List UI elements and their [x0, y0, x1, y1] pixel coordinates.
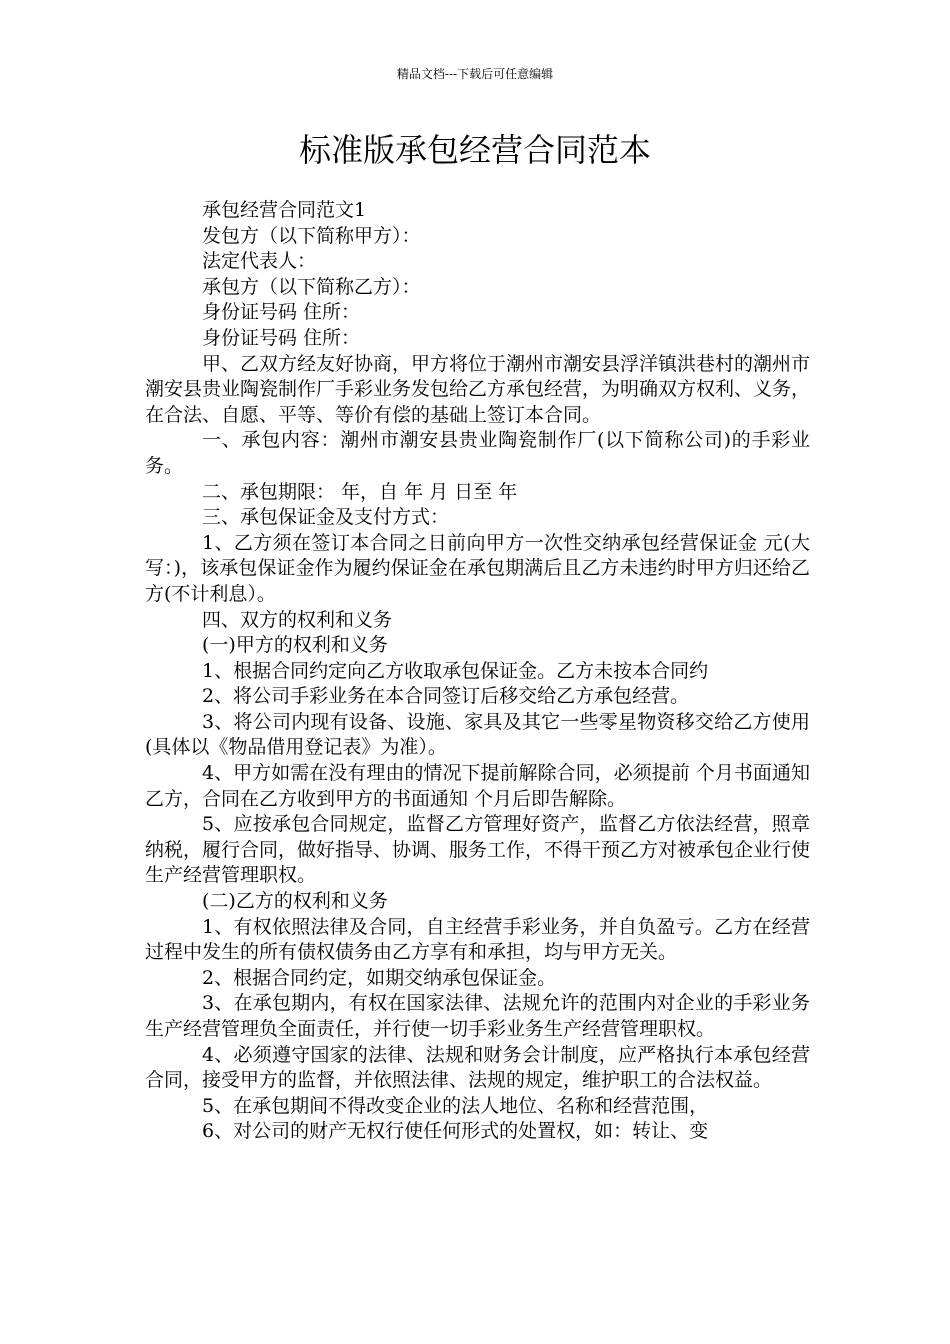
paragraph: 1、有权依照法律及合同，自主经营手彩业务，并自负盈亏。乙方在经营过程中发生的所有债权债务由乙方享有和承担，均与甲方无关。 [145, 915, 810, 964]
paragraph: 四、双方的权利和义务 [202, 608, 393, 631]
paragraph: 5、应按承包合同规定，监督乙方管理好资产，监督乙方依法经营，照章纳税，履行合同，做好指导、协调、服务工作，不得干预乙方对被承包企业行使生产经营管理职权。 [145, 813, 811, 887]
paragraph: 3、在承包期内，有权在国家法律、法规允许的范围内对企业的手彩业务生产经营管理负全面责任，并行使一切手彩业务生产经营管理职权。 [145, 992, 810, 1040]
document-title: 标准版承包经营合同范本 [298, 131, 651, 169]
paragraph: 三、承包保证金及支付方式： [202, 506, 450, 529]
paragraph: 1、乙方须在签订本合同之日前向甲方一次性交纳承包经营保证金 元(大写：)，该承包保证金作为履约保证金在承包期满后且乙方未违约时甲方归还给乙方(不计利息）。 [145, 531, 810, 605]
paragraph: 发包方（以下简称甲方）： [202, 224, 421, 247]
paragraph: 法定代表人： [202, 250, 317, 273]
paragraph: 甲、乙双方经友好协商，甲方将位于潮州市潮安县浮洋镇洪巷村的潮州市潮安县贵业陶瓷制作厂手彩业务发包给乙方承包经营，为明确双方权利、义务，在合法、自愿、平等、等价有偿的基础上签订本合同。 [145, 352, 811, 426]
paragraph: 2、将公司手彩业务在本合同签订后移交给乙方承包经营。 [202, 685, 690, 708]
paragraph: 身份证号码 住所： [202, 301, 361, 324]
paragraph: 4、必须遵守国家的法律、法规和财务会计制度，应严格执行本承包经营合同，接受甲方的监督，并依照法律、法规的规定，维护职工的合法权益。 [145, 1043, 810, 1092]
paragraph: 承包经营合同范文1 [202, 199, 367, 221]
paragraph: 承包方（以下简称乙方）： [202, 275, 421, 298]
header-note: 精品文档---下载后可任意编辑 [396, 67, 554, 81]
paragraph: 6、对公司的财产无权行使任何形式的处置权，如：转让、变 [202, 1120, 709, 1143]
paragraph: 3、将公司内现有设备、设施、家具及其它一些零星物资移交给乙方使用(具体以《物品借用登记表》为准）。 [145, 710, 810, 759]
paragraph: (一)甲方的权利和义务 [202, 634, 388, 657]
paragraph: 二、承包期限： 年，自 年 月 日至 年 [202, 480, 518, 503]
paragraph: 一、承包内容：潮州市潮安县贵业陶瓷制作厂(以下简称公司)的手彩业务。 [145, 429, 810, 477]
paragraph: 1、根据合同约定向乙方收取承包保证金。乙方未按本合同约 [202, 659, 709, 682]
paragraph: 5、在承包期间不得改变企业的法人地位、名称和经营范围， [202, 1094, 709, 1117]
paragraph: 4、甲方如需在没有理由的情况下提前解除合同，必须提前 个月书面通知乙方，合同在乙方收到甲方的书面通知 个月后即告解除。 [145, 762, 810, 810]
document-body [145, 198, 810, 1145]
paragraph: 2、根据合同约定，如期交纳承包保证金。 [202, 966, 557, 989]
paragraph: 身份证号码 住所： [202, 326, 361, 349]
paragraph: (二)乙方的权利和义务 [202, 890, 388, 913]
